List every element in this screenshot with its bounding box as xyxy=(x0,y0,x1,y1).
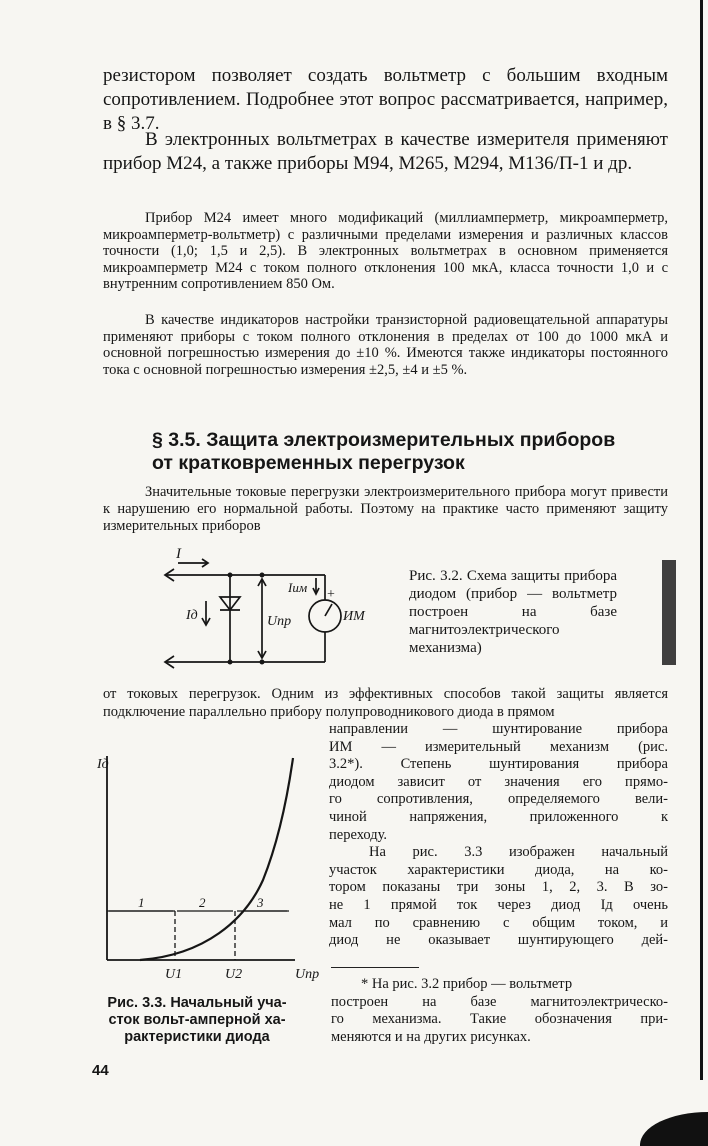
x-tick-u2: U2 xyxy=(225,967,243,982)
caption-line: сток вольт-амперной ха- xyxy=(108,1012,286,1028)
small-paragraph-1: Прибор М24 имеет много модификаций (миллиамперметр, микроамперметр, микроамперметр-вольтметр) с различными пределами измерения и различных классов точности (1,0; 1,5 и 2,5). В электронных вольтметрах в основном применяется микроамперметр М24 с током полного отклонения 100 мкА, класса точности 1,0 и с внутренним сопротивлением 850 Ом. xyxy=(103,210,668,293)
right-line: переходу. xyxy=(329,826,388,843)
right-line: 3.2*). Степень шунтирования прибора xyxy=(329,756,668,773)
meter-label: ИМ xyxy=(343,609,365,624)
small-paragraph-2: В качестве индикаторов настройки транзисторной радиовещательной аппаратуры применяют приборы с током полного отклонения в пределах от 100 до 1000 мкА и основной погрешностью измерения до ±10 %. Имеются также индикаторы постоянного тока с основной погрешностью измерения ±2,5, ±4 и ±5 %. xyxy=(103,312,668,378)
caption-line: рактеристики диода xyxy=(124,1029,270,1045)
right-line: чиной напряжения, приложенного к xyxy=(329,808,668,825)
right-line: мал по сравнению с общим током, и xyxy=(329,914,668,931)
current-label: I xyxy=(176,546,181,562)
right-line: диод не оказывает шунтирующего дей- xyxy=(329,932,668,949)
zone-3-label: 3 xyxy=(257,895,264,910)
junction-dot-4 xyxy=(260,660,265,665)
junction-dot-1 xyxy=(228,573,233,578)
right-line: го сопротивления, определяемого вели- xyxy=(329,791,668,808)
scan-smudge xyxy=(662,560,676,665)
intro-paragraph: Значительные токовые перегрузки электроизмерительного прибора могут привести к нарушению его нормальной работы. Поэтому на практике часто применяют защиту измерительных приборов xyxy=(103,484,668,534)
right-line: участок характеристики диода, на ко- xyxy=(329,861,668,878)
meter-pointer xyxy=(325,604,332,616)
right-column-text xyxy=(329,721,668,950)
scan-edge-corner xyxy=(640,1112,708,1146)
right-line: тором показаны три зоны 1, 2, 3. В зо- xyxy=(329,879,668,896)
footnote-line: меняются и на других рисунках. xyxy=(331,1028,531,1045)
x-tick-u1: U1 xyxy=(165,967,183,982)
plus-label: + xyxy=(327,587,335,602)
paragraph-wide: от токовых перегрузок. Одним из эффективных способов такой защиты является подключение параллельно прибору полупроводникового диода в прямом xyxy=(103,686,668,720)
figure-3-2-caption: Рис. 3.2. Схема защиты прибора диодом (прибор — вольтметр построен на базе магнитоэлектрического механизма) xyxy=(409,568,617,656)
page-number: 44 xyxy=(92,1062,109,1079)
junction-dot-2 xyxy=(260,573,265,578)
zone-2-label: 2 xyxy=(199,895,206,910)
footnote xyxy=(331,976,668,1046)
caption-line: Рис. 3.3. Начальный уча- xyxy=(107,995,287,1011)
footnote-line: го механизма. Такие обозначения при- xyxy=(331,1011,668,1027)
footnote-line: построен на базе магнитоэлектрическо- xyxy=(331,993,668,1010)
right-line: диодом зависит от значения его прямо- xyxy=(329,773,668,790)
paragraph-1: резистором позволяет создать вольтметр с большим входным сопротивлением. Подробнее этот вопрос рассматривается, например, в § 3.7. xyxy=(103,65,668,134)
y-axis-label: Iд xyxy=(97,757,109,772)
diode-current-label: Iд xyxy=(186,608,198,623)
section-heading-line-2: от кратковременных перегрузок xyxy=(152,452,465,474)
scan-edge-right xyxy=(700,0,703,1080)
right-line: ИМ — измерительный механизм (рис. xyxy=(329,738,668,755)
footnote-line: * На рис. 3.2 прибор — вольтметр xyxy=(361,976,573,992)
paragraph-2: В электронных вольтметрах в качестве измерителя применяют прибор М24, а также приборы М94, М265, М294, М136/П-1 и др. xyxy=(103,129,668,174)
figure-3-2-circuit xyxy=(150,545,380,670)
right-line: направлении — шунтирование прибора xyxy=(329,721,668,737)
footnote-rule xyxy=(331,967,419,968)
figure-3-3-caption xyxy=(88,995,306,1046)
voltage-label: Uпр xyxy=(267,614,292,629)
x-tick-upr: Uпр xyxy=(295,967,320,982)
figure-3-3-graph xyxy=(95,750,325,990)
meter-current-label: Iим xyxy=(288,580,308,595)
junction-dot-3 xyxy=(228,660,233,665)
right-line: На рис. 3.3 изображен начальный xyxy=(369,844,668,861)
zone-1-label: 1 xyxy=(138,895,145,910)
right-line: не 1 прямой ток через диод Iд очень xyxy=(329,896,668,913)
iv-curve xyxy=(140,758,293,960)
section-heading-line-1: § 3.5. Защита электроизмерительных приборов xyxy=(152,429,616,451)
